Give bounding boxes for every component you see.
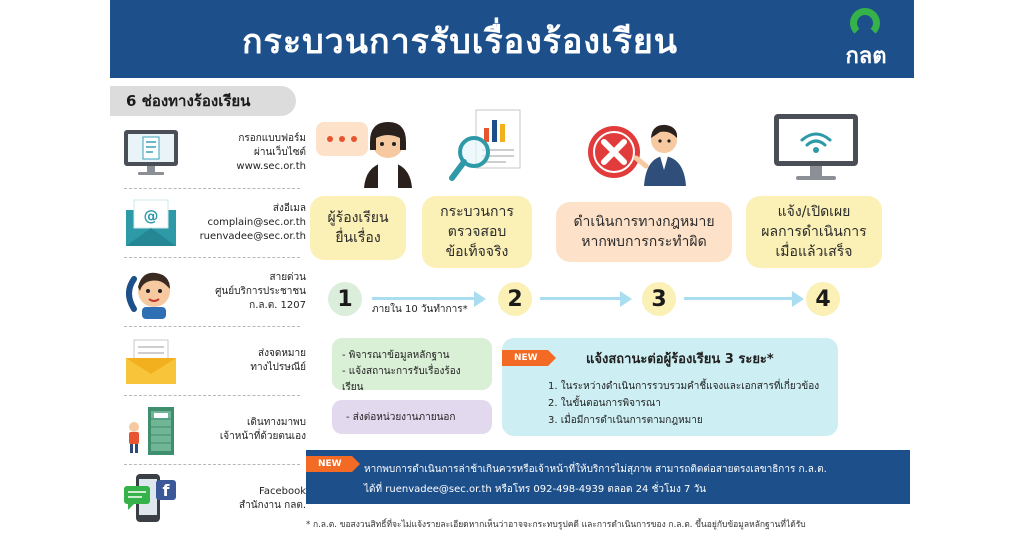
arrow-2-3 xyxy=(540,297,622,300)
channel-line: complain@sec.or.th xyxy=(207,217,306,228)
arrow-head-icon xyxy=(792,291,804,307)
status-update-box xyxy=(502,338,838,436)
step-text: ข้อเท็จจริง xyxy=(445,244,509,260)
call-center-icon xyxy=(120,265,182,319)
mail-letter-icon xyxy=(120,334,182,388)
channel-web-form xyxy=(120,122,304,184)
step-text: กระบวนการ xyxy=(440,204,514,220)
step-text: ผลการดำเนินการ xyxy=(761,224,867,240)
channel-email xyxy=(120,192,304,254)
step-1-number: 1 xyxy=(328,282,362,316)
infographic-poster xyxy=(110,0,914,536)
step-text: ผู้ร้องเรียน xyxy=(327,210,389,226)
channel-line: ส่งอีเมล xyxy=(272,203,306,214)
status-update-list xyxy=(548,378,819,429)
footnote: * ก.ล.ต. ขอสงวนสิทธิ์ที่จะไม่แจ้งรายละเอียดหากเห็นว่าอาจจะกระทบรูปคดี และการดำเนินการของ ก.ล.ต. ขึ้นอยู่กับข้อมูลหลักฐานที่ได้รับ xyxy=(306,520,806,530)
status-update-item: 2. ในขั้นตอนการพิจารณา xyxy=(548,398,661,409)
header-banner xyxy=(110,0,914,78)
magnifier-document-icon xyxy=(446,106,526,186)
step-3-number: 3 xyxy=(642,282,676,316)
channel-mail xyxy=(120,330,304,392)
new-badge: NEW xyxy=(306,456,352,472)
arrow-head-icon xyxy=(474,291,486,307)
logo-text: กลต xyxy=(845,44,887,69)
channel-text xyxy=(178,468,306,530)
step-1-bubble xyxy=(310,196,406,260)
channel-divider xyxy=(124,188,300,189)
channel-line: ก.ล.ต. 1207 xyxy=(249,300,306,311)
monitor-form-icon xyxy=(120,126,182,180)
step-3-bubble xyxy=(556,202,732,262)
channel-line: Facebook xyxy=(259,486,306,497)
step-4-bubble xyxy=(746,196,882,268)
step-4-number: 4 xyxy=(806,282,840,316)
days-label: ภายใน 10 วันทำการ* xyxy=(372,304,468,315)
svg-text:@: @ xyxy=(143,207,159,225)
channel-line: กรอกแบบฟอร์ม xyxy=(238,133,306,144)
notice-bar xyxy=(306,450,910,504)
channel-line: เดินทางมาพบ xyxy=(247,417,306,428)
forward-box: - ส่งต่อหน่วยงานภายนอก xyxy=(332,400,492,434)
channel-text xyxy=(178,192,306,254)
channel-divider xyxy=(124,326,300,327)
notice-line: ได้ที่ ruenvadee@sec.or.th หรือโทร 092-498-4939 ตลอด 24 ชั่วโมง 7 วัน xyxy=(364,484,707,495)
channel-line: ผ่านเว็บไซต์ xyxy=(253,147,306,158)
status-update-title: แจ้งสถานะต่อผู้ร้องเรียน 3 ระยะ* xyxy=(586,352,774,367)
step-text: หากพบการกระทำผิด xyxy=(581,234,707,250)
channel-line: เจ้าหน้าที่ด้วยตนเอง xyxy=(219,431,306,442)
logo-ring-icon xyxy=(850,8,880,38)
channel-line: สายด่วน xyxy=(269,272,306,283)
review-box xyxy=(332,338,492,393)
channel-facebook xyxy=(120,468,304,530)
status-update-item: 3. เมื่อมีการดำเนินการตามกฎหมาย xyxy=(548,415,703,426)
step-text: ตรวจสอบ xyxy=(447,224,507,240)
status-update-item: 1. ในระหว่างดำเนินการรวบรวมคำชี้แจงและเอกสารที่เกี่ยวข้อง xyxy=(548,381,820,392)
channel-text xyxy=(178,330,306,392)
facebook-chat-icon xyxy=(120,472,182,526)
review-line: - พิจารณาข้อมูลหลักฐาน xyxy=(342,350,450,361)
channel-line: www.sec.or.th xyxy=(236,161,306,172)
channel-text xyxy=(178,122,306,184)
step-text: เมื่อแล้วเสร็จ xyxy=(775,244,853,260)
channel-line: ruenvadee@sec.or.th xyxy=(199,231,306,242)
step-text: ดำเนินการทางกฎหมาย xyxy=(573,214,715,230)
channel-line: ทางไปรษณีย์ xyxy=(250,362,306,373)
notice-line: หากพบการดำเนินการล่าช้าเกินควรหรือเจ้าหน้าที่ให้บริการไม่สุภาพ สามารถติดต่อสายตรงเลขาธิการ ก.ล.ต. xyxy=(364,464,827,475)
channel-text xyxy=(178,261,306,323)
step-text: ยื่นเรื่อง xyxy=(335,230,381,246)
monitor-wifi-icon xyxy=(770,110,862,186)
channel-line: ส่งจดหมาย xyxy=(258,348,306,359)
channel-walk-in xyxy=(120,399,304,461)
legal-action-icon xyxy=(580,118,700,186)
step-text: แจ้ง/เปิดเผย xyxy=(777,204,851,220)
new-badge: NEW xyxy=(502,350,548,366)
arrow-head-icon xyxy=(620,291,632,307)
step-2-bubble xyxy=(422,196,532,268)
step-2-number: 2 xyxy=(498,282,532,316)
building-walk-in-icon xyxy=(120,403,182,457)
sec-logo xyxy=(836,8,896,70)
svg-text:f: f xyxy=(162,481,170,500)
arrow-3-4 xyxy=(684,297,794,300)
channel-hotline xyxy=(120,261,304,323)
complainant-speech-icon xyxy=(314,116,424,188)
channel-text xyxy=(178,399,306,461)
email-envelope-icon xyxy=(120,196,182,250)
channel-divider xyxy=(124,257,300,258)
page-title: กระบวนการรับเรื่องร้องเรียน xyxy=(241,22,679,62)
channels-heading: 6 ช่องทางร้องเรียน xyxy=(110,86,296,116)
channel-line: สำนักงาน กลต. xyxy=(239,500,306,511)
arrow-1-2 xyxy=(372,297,476,300)
channel-divider xyxy=(124,464,300,465)
review-line: - แจ้งสถานะการรับเรื่องร้องเรียน xyxy=(342,366,461,393)
channel-divider xyxy=(124,395,300,396)
channel-line: ศูนย์บริการประชาชน xyxy=(215,286,306,297)
